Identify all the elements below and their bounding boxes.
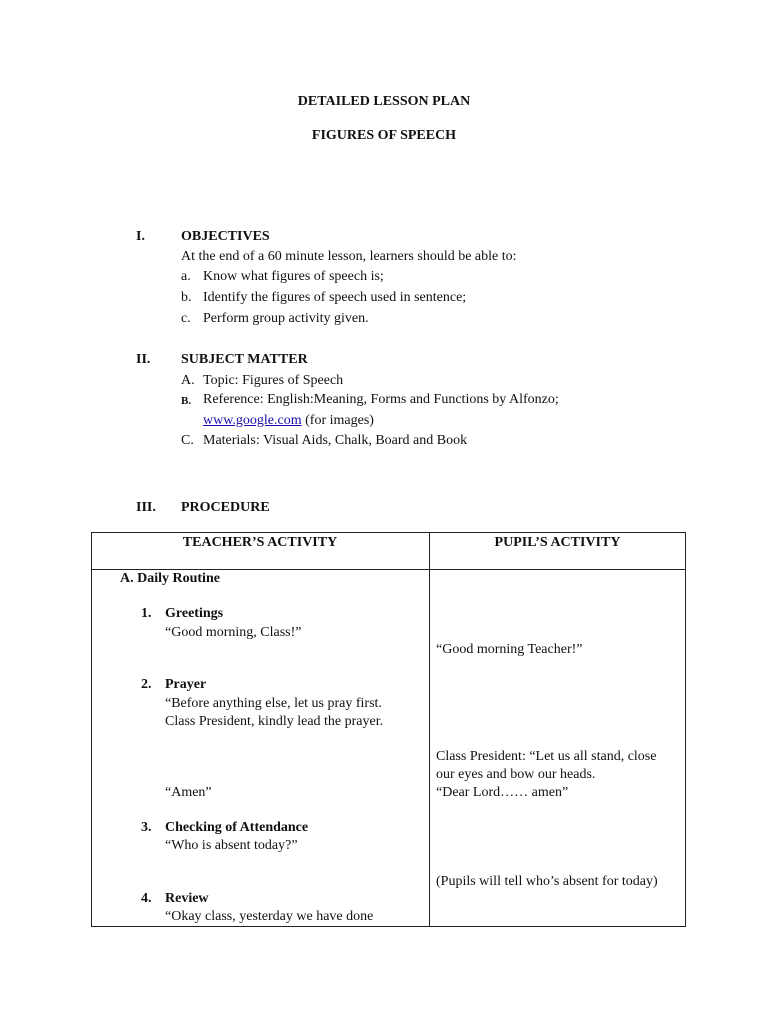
greetings-teacher: “Good morning, Class!” [165, 625, 302, 640]
review-teacher: “Okay class, yesterday we have done [165, 909, 374, 924]
subject-matter-numeral: II. [136, 352, 151, 367]
greetings-pupil: “Good morning Teacher!” [436, 642, 583, 657]
objectives-heading: OBJECTIVES [181, 229, 270, 244]
review-number: 4. [141, 891, 152, 906]
procedure-heading: PROCEDURE [181, 500, 270, 515]
section-daily-routine: A. Daily Routine [120, 571, 220, 586]
objectives-intro: At the end of a 60 minute lesson, learners should be able to: [181, 249, 517, 264]
reference-link-line [203, 413, 374, 429]
attendance-teacher: “Who is absent today?” [165, 838, 298, 853]
objective-item-a-marker: a. [181, 269, 191, 284]
review-title: Review [165, 891, 209, 906]
reference-marker: B. [181, 395, 192, 407]
google-link[interactable]: www.google.com [203, 413, 302, 428]
objective-item-b: Identify the figures of speech used in sentence; [203, 290, 467, 305]
prayer-teacher-amen: “Amen” [165, 785, 212, 800]
column-header-pupil: PUPIL’S ACTIVITY [494, 535, 621, 550]
prayer-title: Prayer [165, 677, 207, 692]
procedure-numeral: III. [136, 500, 156, 515]
greetings-title: Greetings [165, 606, 224, 621]
objectives-numeral: I. [136, 229, 145, 244]
prayer-pupil-line-3: “Dear Lord…… amen” [436, 785, 569, 800]
page-title: DETAILED LESSON PLAN [297, 94, 471, 109]
attendance-number: 3. [141, 820, 152, 835]
page-subtitle: FIGURES OF SPEECH [311, 128, 457, 143]
objective-item-a: Know what figures of speech is; [203, 269, 384, 284]
prayer-teacher-line-1: “Before anything else, let us pray first. [165, 696, 382, 711]
topic-marker: A. [181, 373, 195, 388]
objective-item-c: Perform group activity given. [203, 311, 369, 326]
objective-item-c-marker: c. [181, 311, 191, 326]
reference-text: Reference: English:Meaning, Forms and Functions by Alfonzo; [203, 392, 559, 407]
attendance-pupil: (Pupils will tell who’s absent for today) [436, 874, 658, 889]
table-column-divider [429, 532, 430, 927]
prayer-pupil-line-1: Class President: “Let us all stand, close [436, 749, 657, 764]
prayer-number: 2. [141, 677, 152, 692]
subject-matter-heading: SUBJECT MATTER [181, 352, 308, 367]
objective-item-b-marker: b. [181, 290, 192, 305]
topic-text: Topic: Figures of Speech [203, 373, 344, 388]
materials-marker: C. [181, 433, 194, 448]
greetings-number: 1. [141, 606, 152, 621]
prayer-teacher-line-2: Class President, kindly lead the prayer. [165, 714, 384, 729]
attendance-title: Checking of Attendance [165, 820, 309, 835]
materials-text: Materials: Visual Aids, Chalk, Board and Book [203, 433, 468, 448]
reference-link-suffix: (for images) [305, 413, 374, 428]
prayer-pupil-line-2: our eyes and bow our heads. [436, 767, 596, 782]
table-header-divider [91, 569, 686, 570]
column-header-teacher: TEACHER’S ACTIVITY [182, 535, 338, 550]
